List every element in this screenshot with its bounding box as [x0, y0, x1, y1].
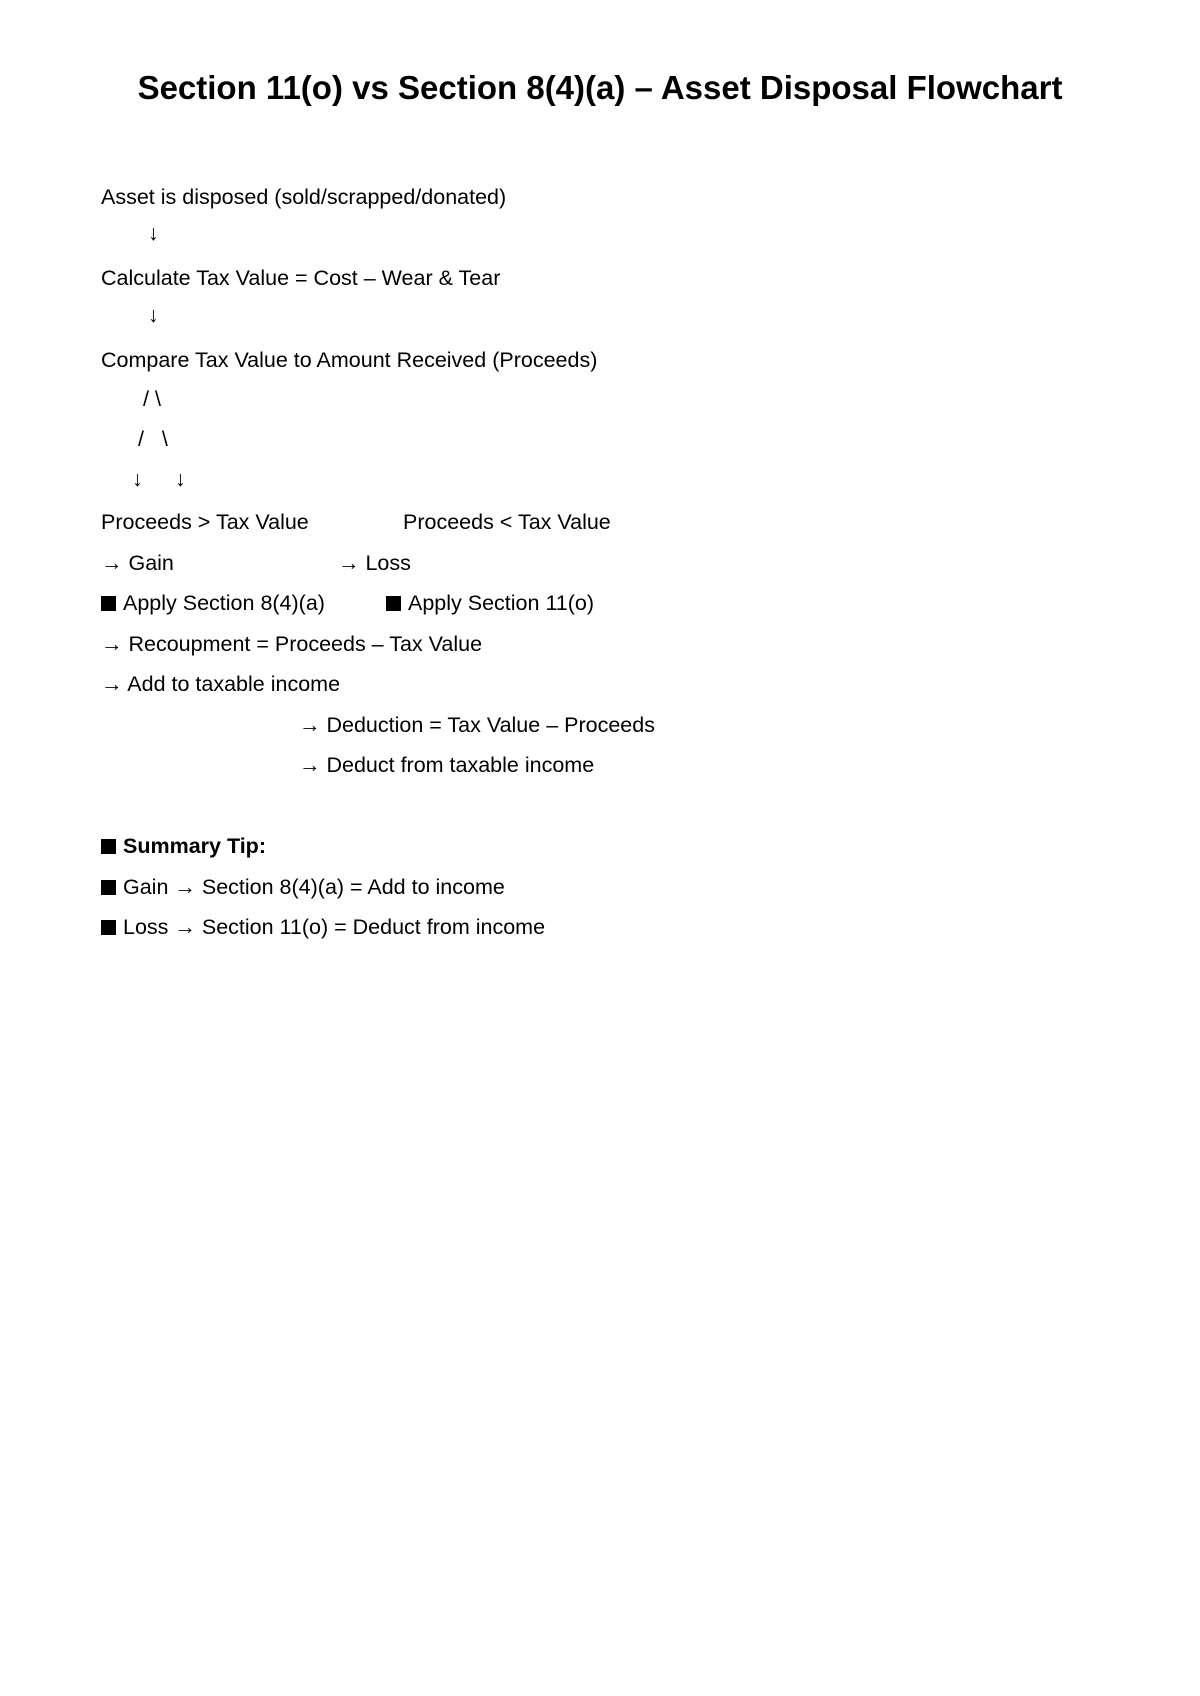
- summary-heading: Summary Tip:: [101, 832, 266, 860]
- branch-left-condition: Proceeds > Tax Value: [101, 510, 309, 534]
- branch-left-action: → Add to taxable income: [101, 672, 341, 696]
- square-bullet-icon: [101, 596, 116, 611]
- branch-line-upper: / \: [143, 387, 161, 411]
- summary-item: Loss → Section 11(o) = Deduct from income: [101, 913, 545, 941]
- branch-right-condition: Proceeds < Tax Value: [403, 510, 611, 534]
- branch-right-action: → Deduct from taxable income: [299, 753, 595, 777]
- branch-left-apply: Apply Section 8(4)(a): [101, 589, 325, 617]
- branch-line-lower: / \: [138, 427, 168, 451]
- square-bullet-icon: [386, 596, 401, 611]
- down-arrow-icon: ↓: [132, 467, 143, 491]
- flow-step-compare: Compare Tax Value to Amount Received (Proceeds): [101, 348, 598, 372]
- down-arrow-icon: ↓: [175, 467, 186, 491]
- down-arrow-icon: ↓: [148, 303, 159, 327]
- square-bullet-icon: [101, 920, 116, 935]
- flow-step-dispose: Asset is disposed (sold/scrapped/donated): [101, 185, 507, 209]
- branch-right-formula: → Deduction = Tax Value – Proceeds: [299, 713, 655, 737]
- square-bullet-icon: [101, 880, 116, 895]
- down-arrow-icon: ↓: [148, 221, 159, 245]
- branch-right-apply: Apply Section 11(o): [386, 589, 594, 617]
- branch-left-result: → Gain: [101, 551, 174, 575]
- flow-step-calculate: Calculate Tax Value = Cost – Wear & Tear: [101, 266, 501, 290]
- square-bullet-icon: [101, 839, 116, 854]
- branch-right-result: → Loss: [338, 551, 411, 575]
- branch-left-formula: → Recoupment = Proceeds – Tax Value: [101, 632, 483, 656]
- summary-item: Gain → Section 8(4)(a) = Add to income: [101, 873, 505, 901]
- page-title: Section 11(o) vs Section 8(4)(a) – Asset Disposal Flowchart: [137, 69, 1063, 106]
